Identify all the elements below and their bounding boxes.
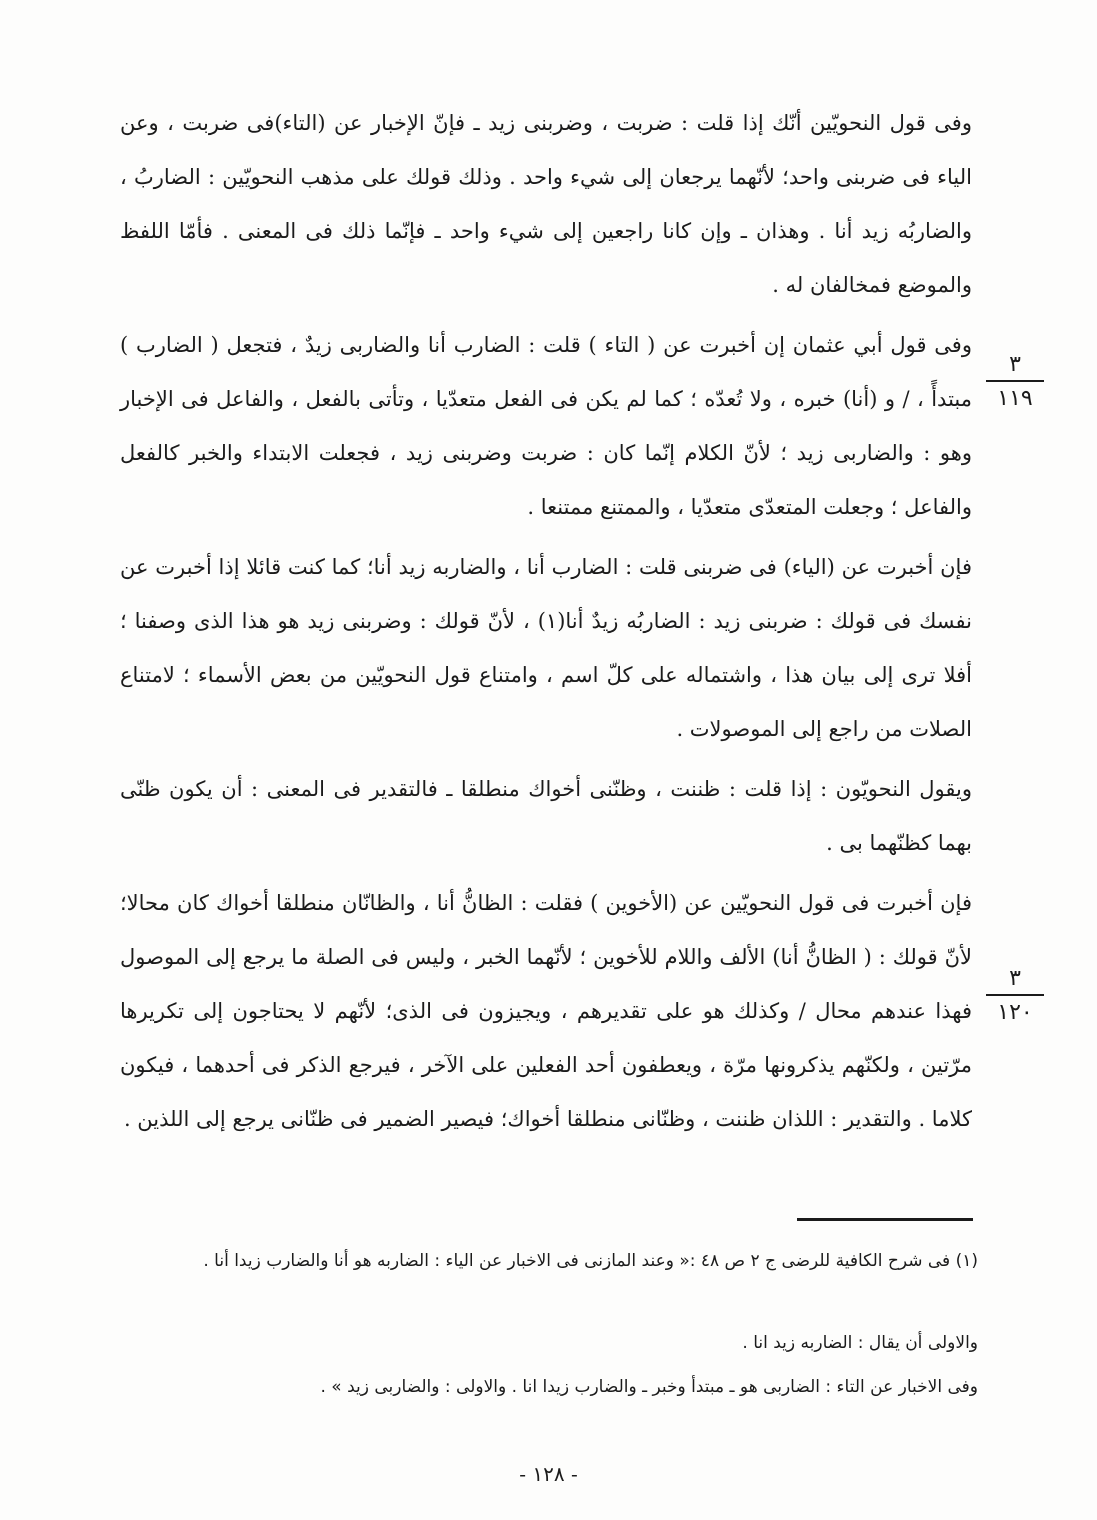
paragraph-2: وفى قول أبي عثمان إن أخبرت عن ( التاء ) قلت : الضارب أنا والضاربى زيدٌ ، فتجعل ( الضارب ) مبتدأً ، / و (أنا) خبره ، ولا تُعدّه ؛ كما لم يكن فى الفعل متعدّيا ، وتأتى بالفعل ، والفاعل فى الإخبار وهو : والضاربى زيد ؛ لأنّ الكلام إنّما كان : ضربت وضربنى زيد ، فجعلت الابتداء والخبر كالفعل والفاعل ؛ وجعلت المتعدّى متعدّيا ، والممتنع ممتنعا . — [120, 333, 972, 519]
footnote-1-continuation: والاولى أن يقال : الضاربه زيد انا . — [742, 1333, 978, 1353]
footnote-separator — [797, 1218, 973, 1221]
margin-reference-119 — [986, 352, 1044, 412]
margin-ref-rule — [986, 994, 1044, 996]
margin-ref-volume: ٣ — [1009, 966, 1021, 991]
paragraph-3: فإن أخبرت عن (الياء) فى ضربنى قلت : الضارب أنا ، والضاربه زيد أنا؛ كما كنت قائلا إذا أخبرت عن نفسك فى قولك : ضربنى زيد : الضاربُه زيدٌ أنا(١) ، لأنّ قولك : وضربنى زيد هو هذا الذى وصفنا ؛ أفلا ترى إلى بيان هذا ، واشتماله على كلّ اسم ، وامتناع قول النحويّين من بعض الأسماء ؛ لامتناع الصلات من راجع إلى الموصولات . — [120, 555, 972, 741]
page-number: - ١٢٨ - — [519, 1462, 578, 1486]
paragraph-1: وفى قول النحويّين أنّك إذا قلت : ضربت ، وضربنى زيد ـ فإنّ الإخبار عن (التاء)فى ضربت ، وعن الياء فى ضربنى واحد؛ لأنّهما يرجعان إلى شيء واحد . وذلك قولك على مذهب النحويّين : الضاربُ ، والضاربُه زيد أنا . وهذان ـ وإن كانا راجعين إلى شيء واحد ـ فإنّما ذلك فى المعنى . فأمّا اللفظ والموضع فمخالفان له . — [120, 111, 972, 297]
margin-reference-120 — [986, 966, 1044, 1026]
paragraph-5: فإن أخبرت فى قول النحويّين عن (الأخوين ) فقلت : الظانُّ أنا ، والظانّان منطلقا أخواك كان محالا؛ لأنّ قولك : ( الظانُّ أنا) الألف واللام للأخوين ؛ لأنّهما الخبر ، وليس فى الصلة ما يرجع إلى الموصول فهذا عندهم محال / وكذلك هو على تقديرهم ، ويجيزون فى الذى؛ لأنّهم لا يحتاجون إلى تكريرها مرّتين ، ولكنّهم يذكرونها مرّة ، ويعطفون أحد الفعلين على الآخر ، فيرجع الذكر فى أحدهما ، فيكون كلاما . والتقدير : اللذان ظننت ، وظنّانى منطلقا أخواك؛ فيصير الضمير فى ظنّانى يرجع إلى اللذين . — [120, 891, 972, 1131]
margin-ref-volume: ٣ — [1009, 352, 1021, 377]
footnote-1: (١) فى شرح الكافية للرضى ج ٢ ص ٤٨ :« وعند المازنى فى الاخبار عن الياء : الضاربه هو أنا والضارب زيدا أنا . — [203, 1251, 978, 1271]
margin-ref-page: ١٢٠ — [997, 1000, 1033, 1025]
margin-ref-page: ١١٩ — [997, 386, 1033, 411]
paragraph-4: ويقول النحويّون : إذا قلت : ظننت ، وظنّنى أخواك منطلقا ـ فالتقدير فى المعنى : أن يكون ظنّى بهما كظنّهما بى . — [120, 777, 972, 855]
footnote-1-continuation-2: وفى الاخبار عن التاء : الضاربى هو ـ مبتدأ وخبر ـ والضارب زيدا انا . والاولى : والضاربى زيد » . — [320, 1377, 978, 1397]
margin-ref-rule — [986, 380, 1044, 382]
